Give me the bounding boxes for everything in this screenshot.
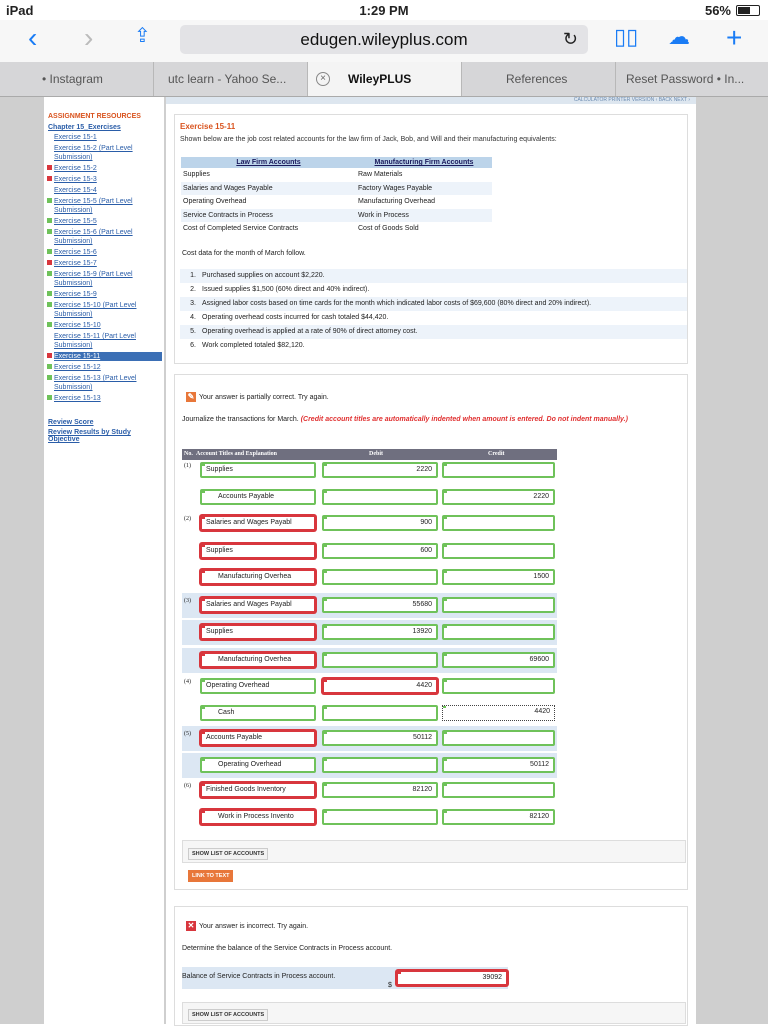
mfg-account-cell: Factory Wages Payable <box>356 182 492 196</box>
account-title-value: Salaries and Wages Payabl <box>206 601 292 608</box>
check-icon <box>47 302 52 307</box>
sidebar-item[interactable] <box>54 290 162 299</box>
sidebar-item[interactable] <box>54 248 162 257</box>
journal-row <box>182 701 557 726</box>
sidebar-item-label: Exercise 15-2 (Part Level Submission) <box>54 145 133 161</box>
review-results-link[interactable]: Review Results by Study Objective <box>48 429 131 443</box>
entry-number: (1) <box>184 463 191 469</box>
account-title-input[interactable] <box>200 730 316 746</box>
credit-value: 69600 <box>529 656 549 663</box>
account-title-value: Salaries and Wages Payabl <box>206 519 292 526</box>
sidebar-item[interactable] <box>54 321 162 330</box>
currency-sign: $ <box>388 982 392 989</box>
reload-icon[interactable]: ↻ <box>562 29 578 49</box>
account-title-value: Work in Process Invento <box>218 813 294 820</box>
correct-mark-icon <box>200 462 205 466</box>
credit-value: 2220 <box>533 493 549 500</box>
sidebar-item-label: Exercise 15-9 <box>54 291 97 298</box>
entry-number: (5) <box>184 731 191 737</box>
sidebar-item[interactable] <box>54 133 162 142</box>
account-row <box>181 182 492 196</box>
status-bar <box>0 0 768 20</box>
address-bar[interactable] <box>180 25 588 54</box>
sidebar-item-label: Exercise 15-5 <box>54 218 97 225</box>
cloud-tabs-icon[interactable]: ☁ <box>668 24 690 49</box>
balance-label: Balance of Service Contracts in Process account. <box>182 973 336 980</box>
check-icon <box>47 375 52 380</box>
assignment-sidebar <box>48 113 162 445</box>
cost-item-text: Operating overhead is applied at a rate of 90% of direct attorney cost. <box>202 328 418 335</box>
debit-input[interactable] <box>322 730 438 746</box>
balance-input[interactable] <box>396 970 508 986</box>
link-to-text-button[interactable]: LINK TO TEXT <box>188 870 233 882</box>
account-title-value: Operating Overhead <box>206 682 270 689</box>
col-title: Account Titles and Explanation <box>196 451 277 457</box>
browser-toolbar <box>0 20 768 62</box>
correct-mark-icon <box>442 809 447 813</box>
mfg-account-cell: Manufacturing Overhead <box>356 195 492 209</box>
exercise-title: Exercise 15-11 <box>180 122 236 131</box>
credit-input[interactable] <box>442 652 555 668</box>
top-toolbar-strip[interactable]: CALCULATOR PRINTER VERSION ‹ BACK NEXT › <box>166 97 696 104</box>
debit-input[interactable] <box>322 782 438 798</box>
journal-row <box>182 726 557 751</box>
account-title-value: Operating Overhead <box>218 761 282 768</box>
account-title-value: Manufacturing Overhea <box>218 656 292 663</box>
correct-mark-icon <box>442 757 447 761</box>
debit-value: 600 <box>420 547 432 554</box>
check-icon <box>47 364 52 369</box>
forward-icon[interactable]: › <box>84 22 94 53</box>
correct-mark-icon <box>322 705 327 709</box>
sidebar-item[interactable] <box>54 144 162 162</box>
mfg-account-cell: Cost of Goods Sold <box>356 222 492 236</box>
account-title-value: Manufacturing Overhea <box>218 573 292 580</box>
sidebar-item-label: Exercise 15-11 (Part Level Submission) <box>54 333 136 349</box>
correct-mark-icon <box>322 462 327 466</box>
col-credit: Credit <box>488 451 505 457</box>
correct-mark-icon <box>442 462 447 466</box>
correct-mark-icon <box>442 624 447 628</box>
debit-input[interactable] <box>322 543 438 559</box>
manufacturing-header: Manufacturing Firm Accounts <box>356 157 492 168</box>
correct-mark-icon <box>442 730 447 734</box>
sidebar-item-label: Exercise 15-6 <box>54 249 97 256</box>
entry-number: (4) <box>184 679 191 685</box>
account-row <box>181 168 492 182</box>
correct-mark-icon <box>322 730 327 734</box>
account-title-input[interactable] <box>200 757 316 773</box>
sidebar-item-label: Exercise 15-13 <box>54 395 101 402</box>
tab-label: References <box>506 72 568 86</box>
sidebar-item[interactable] <box>54 352 162 361</box>
account-title-input[interactable] <box>200 809 316 825</box>
correct-mark-icon <box>322 652 327 656</box>
tab-yahoo[interactable] <box>154 62 308 96</box>
account-title-value: Supplies <box>206 466 233 473</box>
debit-value: 55680 <box>412 601 432 608</box>
correct-mark-icon <box>322 489 327 493</box>
cost-item <box>180 283 687 297</box>
sidebar-item-label: Exercise 15-10 (Part Level Submission) <box>54 302 137 318</box>
exercise-description: Shown below are the job cost related accounts for the law firm of Jack, Bob, and Will and their manufacturing equivalents: <box>180 136 557 143</box>
cost-data-list <box>180 269 687 353</box>
sidebar-item[interactable] <box>54 175 162 184</box>
debit-value: 4420 <box>416 682 432 689</box>
battery-indicator <box>705 3 760 18</box>
debit-value: 50112 <box>413 734 432 741</box>
account-title-input[interactable] <box>200 624 316 640</box>
entry-number: (3) <box>184 598 191 604</box>
credit-input[interactable] <box>442 515 555 531</box>
cost-item <box>180 269 687 283</box>
debit-input[interactable] <box>322 569 438 585</box>
credit-value: 50112 <box>530 761 549 768</box>
journal-row <box>182 753 557 778</box>
incorrect-mark-icon <box>200 569 205 573</box>
incorrect-mark-icon <box>322 678 327 682</box>
credit-input[interactable] <box>442 782 555 798</box>
check-icon <box>47 322 52 327</box>
tab-label: Reset Password • In... <box>626 72 745 86</box>
credit-input[interactable] <box>442 809 555 825</box>
debit-value: 82120 <box>412 786 432 793</box>
sidebar-item[interactable] <box>54 228 162 246</box>
debit-input[interactable] <box>322 515 438 531</box>
debit-input[interactable] <box>322 462 438 478</box>
correct-mark-icon <box>442 597 447 601</box>
url-text: edugen.wileyplus.com <box>300 30 468 49</box>
correct-mark-icon <box>322 515 327 519</box>
account-title-value: Accounts Payable <box>218 493 275 500</box>
law-account-cell: Salaries and Wages Payable <box>181 182 356 196</box>
balance-value: 39092 <box>482 974 502 981</box>
account-title-input[interactable] <box>200 489 316 505</box>
journal-row <box>182 593 557 618</box>
sidebar-item-label: Exercise 15-6 (Part Level Submission) <box>54 229 133 245</box>
account-title-input[interactable] <box>200 652 316 668</box>
share-icon[interactable]: ⇪ <box>134 25 151 47</box>
sidebar-item[interactable] <box>54 259 162 268</box>
journal-row <box>182 648 557 673</box>
incorrect-mark-icon <box>200 652 205 656</box>
back-icon[interactable]: ‹ <box>28 22 38 53</box>
feedback-text: Your answer is incorrect. Try again. <box>199 922 309 930</box>
cost-item <box>180 311 687 325</box>
debit-input[interactable] <box>322 757 438 773</box>
check-icon <box>47 229 52 234</box>
check-icon <box>47 291 52 296</box>
sidebar-item[interactable] <box>54 164 162 173</box>
tab-instagram[interactable] <box>0 62 154 96</box>
sidebar-item-label: Exercise 15-12 <box>54 364 101 371</box>
sidebar-item[interactable] <box>54 394 162 403</box>
sidebar-item-label: Exercise 15-2 <box>54 165 97 172</box>
correct-mark-icon <box>322 782 327 786</box>
account-title-input[interactable] <box>200 705 316 721</box>
sidebar-item[interactable] <box>54 186 162 195</box>
sidebar-item[interactable] <box>54 301 162 319</box>
debit-input[interactable] <box>322 489 438 505</box>
sidebar-item[interactable] <box>54 332 162 350</box>
x-icon: ✕ <box>187 921 195 930</box>
x-icon <box>47 353 52 358</box>
correct-mark-icon <box>442 543 447 547</box>
law-account-cell: Service Contracts in Process <box>181 209 356 223</box>
correct-mark-icon <box>200 757 205 761</box>
journal-row <box>182 620 557 645</box>
correct-mark-icon <box>442 515 447 519</box>
balance-row <box>182 967 508 989</box>
sidebar-item-label: Exercise 15-4 <box>54 187 97 194</box>
account-title-input[interactable] <box>200 462 316 478</box>
account-title-input[interactable] <box>200 782 316 798</box>
law-account-cell: Supplies <box>181 168 356 182</box>
tab-references[interactable] <box>462 62 616 96</box>
cost-item-text: Assigned labor costs based on time cards for the month which indicated labor costs of $69,600 (80% direct and 20% indirect). <box>202 300 592 307</box>
check-icon <box>47 218 52 223</box>
tab-label: WileyPLUS <box>348 72 412 86</box>
chapter-link[interactable]: Chapter 15_Exercises <box>48 124 121 131</box>
account-title-value: Supplies <box>206 628 233 635</box>
correct-mark-icon <box>322 597 327 601</box>
sidebar-item[interactable] <box>54 197 162 215</box>
cost-item <box>180 339 687 353</box>
debit-input[interactable] <box>322 809 438 825</box>
cost-item-text: Operating overhead costs incurred for cash totaled $44,420. <box>202 314 389 321</box>
review-score-link[interactable]: Review Score <box>48 419 94 426</box>
col-debit: Debit <box>369 451 383 457</box>
credit-value: 82120 <box>529 813 549 820</box>
account-title-value: Finished Goods Inventory <box>206 786 286 793</box>
cost-item-number: 2. <box>190 286 196 293</box>
cost-item-number: 3. <box>190 300 196 307</box>
debit-input[interactable] <box>322 652 438 668</box>
sidebar-item-label: Exercise 15-1 <box>54 134 97 141</box>
feedback-incorrect <box>186 921 308 931</box>
credit-input[interactable] <box>442 462 555 478</box>
sidebar-item-label: Exercise 15-9 (Part Level Submission) <box>54 271 133 287</box>
sidebar-item[interactable] <box>54 217 162 226</box>
check-icon <box>47 198 52 203</box>
journal-row <box>182 485 557 510</box>
journal-instruction <box>182 415 682 425</box>
cost-item-text: Issued supplies $1,500 (60% direct and 40% indirect). <box>202 286 370 293</box>
x-icon <box>47 260 52 265</box>
sidebar-item-label: Exercise 15-5 (Part Level Submission) <box>54 198 133 214</box>
correct-mark-icon <box>322 543 327 547</box>
bookmarks-icon[interactable]: ▯▯ <box>614 24 639 49</box>
cost-intro: Cost data for the month of March follow. <box>182 250 306 257</box>
incorrect-mark-icon <box>200 515 205 519</box>
cost-item-text: Work completed totaled $82,120. <box>202 342 305 349</box>
cost-item-number: 4. <box>190 314 196 321</box>
account-title-input[interactable] <box>200 678 316 694</box>
account-title-value: Accounts Payable <box>206 734 263 741</box>
incorrect-mark-icon <box>200 543 205 547</box>
credit-input[interactable] <box>442 757 555 773</box>
col-no: No. <box>184 451 193 457</box>
incorrect-mark-icon <box>396 970 401 974</box>
credit-value: 4420 <box>534 708 550 715</box>
tab-label: • Instagram <box>42 72 103 86</box>
feedback-text: Your answer is partially correct. Try again. <box>199 393 329 401</box>
entry-number: (6) <box>184 783 191 789</box>
debit-input[interactable] <box>322 678 438 694</box>
account-title-value: Supplies <box>206 547 233 554</box>
law-firm-header: Law Firm Accounts <box>181 157 356 168</box>
debit-input[interactable] <box>322 705 438 721</box>
law-account-cell: Cost of Completed Service Contracts <box>181 222 356 236</box>
correct-mark-icon <box>442 705 446 708</box>
account-title-input[interactable] <box>200 597 316 613</box>
device-name: iPad <box>6 3 34 18</box>
account-row <box>181 209 492 223</box>
journal-row <box>182 539 557 564</box>
sidebar-heading: ASSIGNMENT RESOURCES <box>48 113 141 120</box>
cost-item <box>180 297 687 311</box>
correct-mark-icon <box>442 569 447 573</box>
check-icon <box>47 395 52 400</box>
correct-mark-icon <box>442 678 447 682</box>
cost-item-number: 1. <box>190 272 196 279</box>
correct-mark-icon <box>442 652 447 656</box>
balance-question: Determine the balance of the Service Contracts in Process account. <box>182 945 393 952</box>
correct-mark-icon <box>322 809 327 813</box>
credit-input[interactable] <box>442 543 555 559</box>
tab-label: utc learn - Yahoo Se... <box>168 72 287 86</box>
tab-reset-password[interactable] <box>616 62 768 96</box>
instruction-note: (Credit account titles are automatically indented when amount is entered. Do not indent manually.) <box>300 416 628 423</box>
sidebar-item-label: Exercise 15-10 <box>54 322 101 329</box>
account-title-input[interactable] <box>200 515 316 531</box>
x-icon <box>47 165 52 170</box>
cost-item-text: Purchased supplies on account $2,220. <box>202 272 325 279</box>
check-icon <box>47 271 52 276</box>
incorrect-mark-icon <box>200 730 205 734</box>
account-row <box>181 195 492 209</box>
credit-input[interactable] <box>442 597 555 613</box>
new-tab-icon[interactable]: + <box>726 22 743 53</box>
tab-wileyplus[interactable] <box>308 62 462 96</box>
debit-input[interactable] <box>322 597 438 613</box>
sidebar-item-label: Exercise 15-7 <box>54 260 97 267</box>
credit-input[interactable] <box>442 730 555 746</box>
journal-row <box>182 458 557 483</box>
correct-mark-icon <box>322 757 327 761</box>
account-title-input[interactable] <box>200 543 316 559</box>
incorrect-mark-icon <box>200 782 205 786</box>
sidebar-item[interactable] <box>54 270 162 288</box>
correct-mark-icon <box>200 705 205 709</box>
debit-input[interactable] <box>322 624 438 640</box>
sidebar-item[interactable] <box>54 363 162 372</box>
show-list-button-2[interactable]: SHOW LIST OF ACCOUNTS <box>188 1009 268 1021</box>
check-icon <box>47 249 52 254</box>
correct-mark-icon <box>442 489 447 493</box>
clock: 1:29 PM <box>359 3 409 18</box>
debit-value: 13920 <box>412 628 432 635</box>
account-row <box>181 222 492 236</box>
cost-item <box>180 325 687 339</box>
correct-mark-icon <box>200 489 205 493</box>
x-icon <box>47 176 52 181</box>
law-account-cell: Operating Overhead <box>181 195 356 209</box>
credit-input[interactable] <box>442 678 555 694</box>
account-title-value: Cash <box>218 709 235 716</box>
journal-row <box>182 565 557 590</box>
journal-row <box>182 805 557 830</box>
cost-item-number: 5. <box>190 328 196 335</box>
debit-value: 900 <box>420 519 432 526</box>
correct-mark-icon <box>322 569 327 573</box>
sidebar-item-label: Exercise 15-13 (Part Level Submission) <box>54 375 137 391</box>
credit-input[interactable] <box>442 624 555 640</box>
cost-item-number: 6. <box>190 342 196 349</box>
credit-input[interactable] <box>442 569 555 585</box>
pencil-icon: ✎ <box>187 392 195 401</box>
sidebar-item-label: Exercise 15-3 <box>54 176 97 183</box>
journal-row <box>182 511 557 536</box>
instruction-text: Journalize the transactions for March. <box>182 416 299 423</box>
mfg-account-cell: Raw Materials <box>356 168 492 182</box>
correct-mark-icon <box>442 782 447 786</box>
mfg-account-cell: Work in Process <box>356 209 492 223</box>
battery-icon <box>736 5 760 16</box>
credit-value: 1500 <box>533 573 549 580</box>
journal-row <box>182 674 557 699</box>
battery-percent: 56% <box>704 3 731 18</box>
debit-value: 2220 <box>416 466 432 473</box>
entry-number: (2) <box>184 516 191 522</box>
incorrect-mark-icon <box>200 597 205 601</box>
credit-input[interactable] <box>442 489 555 505</box>
correct-mark-icon <box>322 624 327 628</box>
sidebar-item[interactable] <box>54 374 162 392</box>
tab-bar <box>0 62 768 97</box>
journal-row <box>182 778 557 803</box>
close-tab-icon[interactable]: × <box>316 72 330 86</box>
feedback-partial <box>186 392 329 402</box>
sidebar-item-label: Exercise 15-11 <box>54 353 101 360</box>
correct-mark-icon <box>200 678 205 682</box>
incorrect-mark-icon <box>200 624 205 628</box>
incorrect-mark-icon <box>200 809 205 813</box>
account-title-input[interactable] <box>200 569 316 585</box>
show-list-button[interactable]: SHOW LIST OF ACCOUNTS <box>188 848 268 860</box>
credit-input[interactable] <box>442 705 555 721</box>
accounts-table <box>181 157 492 236</box>
